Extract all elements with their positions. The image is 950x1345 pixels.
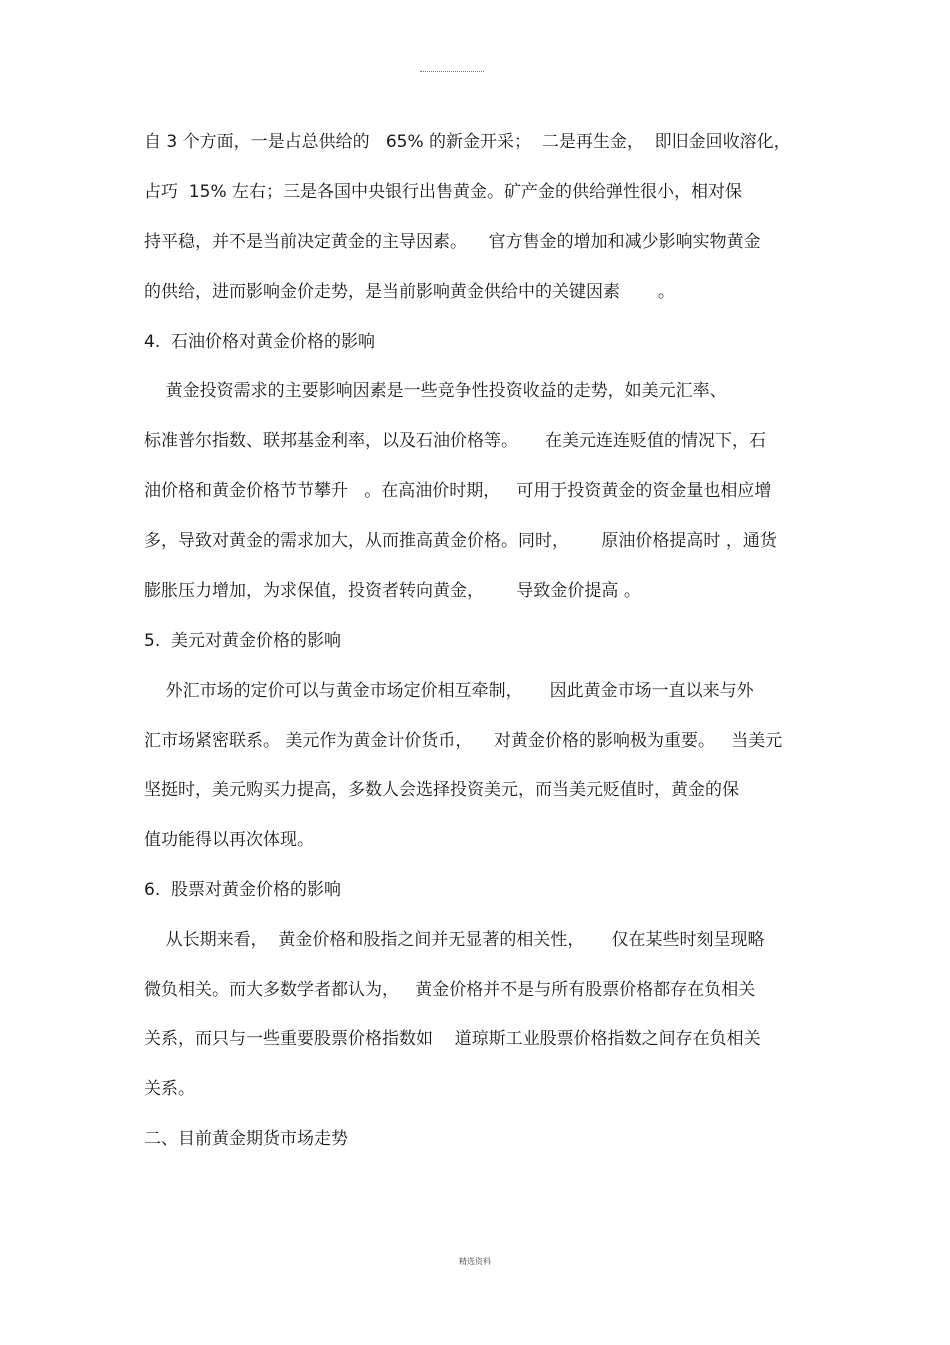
section-heading: 5. 美元对黄金价格的影响 [144, 631, 342, 651]
text-line: 从长期来看， 黄金价格和股指之间并无显著的相关性， 仅在某些时刻呈现略 [144, 930, 765, 950]
text-line: 关系。 [144, 1079, 195, 1099]
text-line: 膨胀压力增加，为求保值，投资者转向黄金， 导致金价提高 。 [144, 581, 641, 601]
header-rule [420, 71, 484, 72]
text-line: 外汇市场的定价可以与黄金市场定价相互牵制， 因此黄金市场一直以来与外 [144, 681, 754, 701]
text-line: 黄金投资需求的主要影响因素是一些竞争性投资收益的走势，如美元汇率、 [144, 381, 727, 401]
section-heading: 二、目前黄金期货市场走势 [144, 1129, 348, 1149]
text-line: 微负相关。而大多数学者都认为， 黄金价格并不是与所有股票价格都存在负相关 [144, 980, 756, 1000]
text-line: 油价格和黄金价格节节攀升 。在高油价时期， 可用于投资黄金的资金量也相应增 [144, 481, 772, 501]
text-line: 标准普尔指数、联邦基金利率，以及石油价格等。 在美元连连贬值的情况下，石 [144, 431, 767, 451]
page-footer: 精选资料 [459, 1257, 491, 1266]
text-line: 值功能得以再次体现。 [144, 830, 314, 850]
section-heading: 4. 石油价格对黄金价格的影响 [144, 332, 376, 352]
text-line: 多，导致对黄金的需求加大，从而推高黄金价格。同时， 原油价格提高时 ，通货 [144, 531, 777, 551]
text-line: 汇市场紧密联系。 美元作为黄金计价货币， 对黄金价格的影响极为重要。 当美元 [144, 731, 783, 751]
text-line: 的供给，进而影响金价走势，是当前影响黄金供给中的关键因素 。 [144, 282, 675, 302]
text-line: 坚挺时，美元购买力提高，多数人会选择投资美元，而当美元贬值时，黄金的保 [144, 780, 739, 800]
text-line: 自 3 个方面，一是占总供给的 65% 的新金开采； 二是再生金， 即旧金回收溶化， [144, 132, 791, 152]
text-line: 占巧 15% 左右；三是各国中央银行出售黄金。矿产金的供给弹性很小，相对保 [144, 182, 742, 202]
text-line: 持平稳，并不是当前决定黄金的主导因素。 官方售金的增加和减少影响实物黄金 [144, 232, 761, 252]
text-line: 关系，而只与一些重要股票价格指数如 道琼斯工业股票价格指数之间存在负相关 [144, 1029, 761, 1049]
section-heading: 6. 股票对黄金价格的影响 [144, 880, 342, 900]
